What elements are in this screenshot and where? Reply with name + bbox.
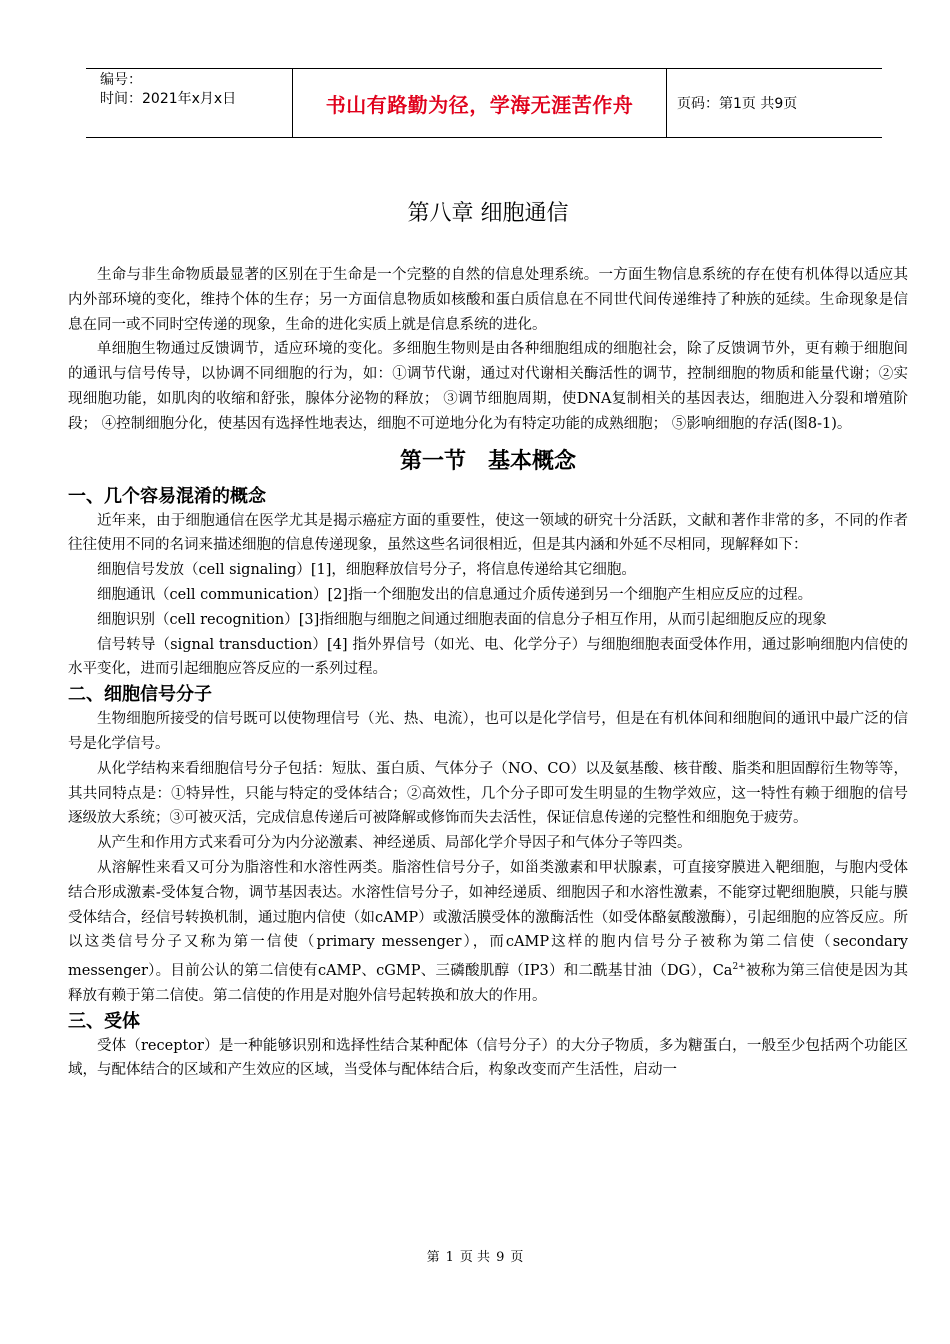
definition-paragraph: 细胞信号发放（cell signaling）[1]，细胞释放信号分子，将信息传递给其它细胞。: [97, 562, 636, 579]
page-footer: [0, 1246, 950, 1265]
paragraph-text: 被称为第三信使是因为其释放有赖于第二信使。第二信使的作用是对胞外信号起转换和放大的作用。: [68, 962, 908, 1004]
page-header: [86, 68, 882, 138]
body-paragraph: 从产生和作用方式来看可分为内分泌激素、神经递质、局部化学介导因子和气体分子等四类。: [97, 835, 692, 852]
footer-prefix: 第: [426, 1250, 440, 1265]
body-paragraph: [68, 856, 908, 1009]
footer-middle: 页 共: [459, 1250, 491, 1265]
definition-paragraph: 细胞识别（cell recognition）[3]指细胞与细胞之间通过细胞表面的信息分子相互作用，从而引起细胞反应的现象: [97, 611, 827, 628]
intro-paragraph: 单细胞生物通过反馈调节，适应环境的变化。多细胞生物则是由各种细胞组成的细胞社会，除了反馈调节外，更有赖于细胞间的通讯与信号传导，以协调不同细胞的行为，如：①调节代谢，通过对代谢相关酶活性的调节，控制细胞的物质和能量代谢；②实现细胞功能，如肌肉的收缩和舒张，腺体分泌物的释放； ③调节细胞周期，使DNA复制相关的基因表达，细胞进入分裂和增殖阶段； ④控制细胞分化，使基因有选择性地表达，细胞不可逆地分化为有特定功能的成熟细胞； ⑤影响细胞的存活(图8-1)。: [68, 341, 908, 432]
footer-suffix: 页: [510, 1250, 524, 1265]
body-paragraph: 近年来，由于细胞通信在医学尤其是揭示癌症方面的重要性，使这一领域的研究十分活跃，文献和著作非常的多，不同的作者往往使用不同的名词来描述细胞的信息传递现象，虽然这些名词很相近，但是其内涵和外延不尽相同，现解释如下：: [68, 512, 908, 554]
subsection-heading: 三、受体: [68, 1010, 140, 1032]
header-meta: [86, 69, 292, 137]
body-paragraph: 受体（receptor）是一种能够识别和选择性结合某种配体（信号分子）的大分子物质，多为糖蛋白，一般至少包括两个功能区域，与配体结合的区域和产生效应的区域，当受体与配体结合后，构象改变而产生活性，启动一: [68, 1037, 908, 1079]
section-title: 第一节 基本概念: [399, 448, 576, 474]
intro-paragraph: 生命与非生命物质最显著的区别在于生命是一个完整的自然的信息处理系统。一方面生物信息系统的存在使有机体得以适应其内外部环境的变化，维持个体的生存；另一方面信息物质如核酸和蛋白质信息在不同世代间传递维持了种族的延续。生命现象是信息在同一或不同时空传递的现象，生命的进化实质上就是信息系统的进化。: [68, 267, 908, 333]
document-body: [68, 196, 908, 1083]
footer-total-pages: 9: [496, 1250, 505, 1265]
chapter-title: 第八章 细胞通信: [407, 201, 569, 226]
subsection-heading: 一、几个容易混淆的概念: [68, 485, 266, 507]
subsection-heading: 二、细胞信号分子: [68, 684, 212, 706]
definition-paragraph: 信号转导（signal transduction）[4] 指外界信号（如光、电、化学分子）与细胞细胞表面受体作用，通过影响细胞内信使的水平变化，进而引起细胞应答反应的一系列过程。: [68, 636, 908, 678]
body-paragraph: 生物细胞所接受的信号既可以使物理信号（光、热、电流），也可以是化学信号，但是在有机体间和细胞间的通讯中最广泛的信号是化学信号。: [68, 711, 908, 752]
body-paragraph: 从化学结构来看细胞信号分子包括：短肽、蛋白质、气体分子（NO、CO）以及氨基酸、核苷酸、脂类和胆固醇衍生物等等，其共同特点是：①特异性，只能与特定的受体结合；②高效性，几个分子即可发生明显的生物学效应，这一特性有赖于细胞的信号逐级放大系统；③可被灭活，完成信息传递后可被降解或修饰而失去活性，保证信息传递的完整性和细胞免于疲劳。: [68, 760, 908, 827]
header-motto: 书山有路勤为径，学海无涯苦作舟: [292, 69, 667, 137]
superscript-charge: 2+: [732, 962, 746, 973]
footer-page-number: 1: [445, 1250, 454, 1265]
definition-paragraph: 细胞通讯（cell communication）[2]指一个细胞发出的信息通过介质传递到另一个细胞产生相应反应的过程。: [97, 586, 813, 603]
document-number-label: 编号：: [100, 72, 142, 88]
paragraph-text: 从溶解性来看又可分为脂溶性和水溶性两类。脂溶性信号分子，如甾类激素和甲状腺素，可直接穿膜进入靶细胞，与胞内受体结合形成激素-受体复合物，调节基因表达。水溶性信号分子，如神经递质、细胞因子和水溶性激素，不能穿过靶细胞膜，只能与膜受体结合，经信号转换机制，通过胞内信使（如cAMP）或激活膜受体的激酶活性（如受体酪氨酸激酶），引起细胞的应答反应。所以这类信号分子又称为第一信使（primary messenger），而cAMP这样的胞内信号分子被称为第二信使（secondary messenger）。目前公认的第二信使有cAMP、cGMP、三磷酸肌醇（IP3）和二酰基甘油（DG），Ca: [68, 859, 908, 979]
document-time: 时间：2021年x月x日: [100, 91, 237, 107]
header-page-info: 页码：第1页 共9页: [677, 96, 798, 112]
